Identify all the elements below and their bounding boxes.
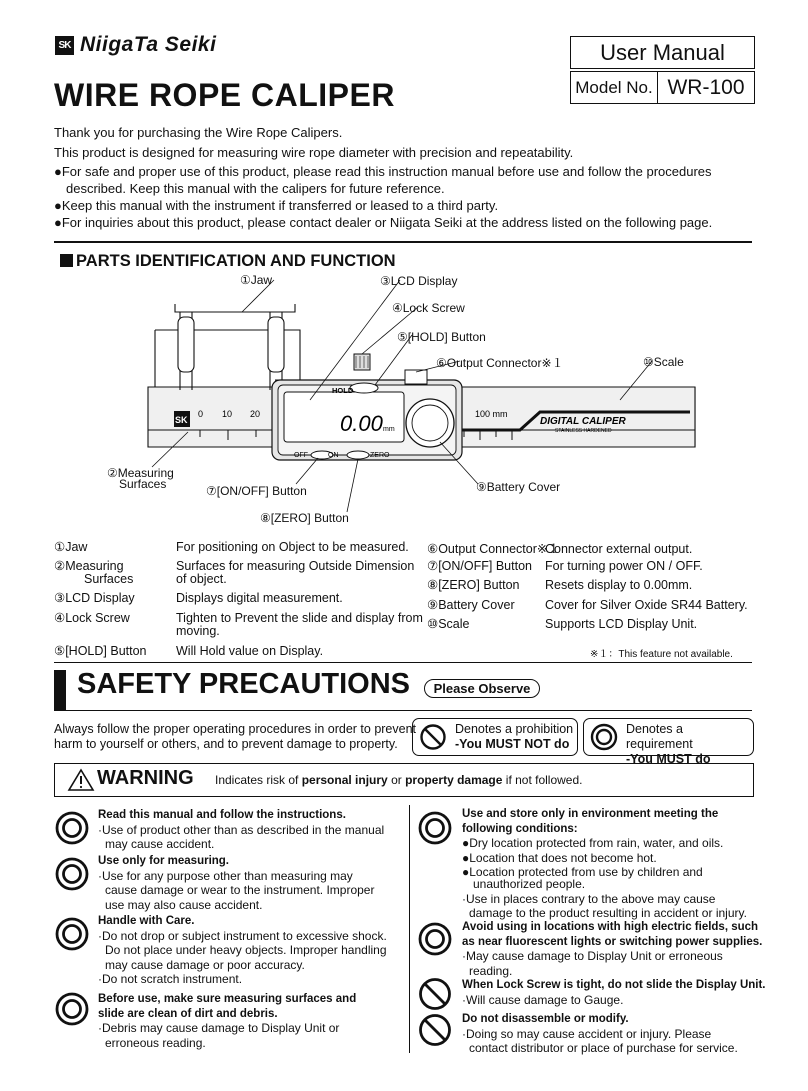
intro-line: Thank you for purchasing the Wire Rope Calipers. xyxy=(54,125,343,140)
parts-list-item: ⑩Scale Supports LCD Display Unit. xyxy=(427,617,698,631)
zero-label: ZERO xyxy=(370,452,390,459)
callout-jaw: ①Jaw xyxy=(240,273,273,287)
safety-item: Use only for measuring. ·Use for any purpose other than measuring may cause damage or wear to the instrument. Improper use may also cause accident. xyxy=(98,855,375,912)
safety-intro: harm to yourself or others, and to prevent damage to property. xyxy=(54,737,398,751)
prohibition-icon xyxy=(418,977,452,1011)
parts-list-item: ⑤[HOLD] Button Will Hold value on Display. xyxy=(54,644,324,658)
section-divider xyxy=(54,662,752,663)
safety-title: SAFETY PRECAUTIONS xyxy=(77,668,411,700)
requirement-icon xyxy=(55,992,89,1026)
parts-list-item: ③LCD Display Displays digital measurement. xyxy=(54,591,343,605)
user-manual-label: User Manual xyxy=(570,36,755,69)
warning-triangle-icon xyxy=(67,768,95,792)
requirement-icon xyxy=(55,811,89,845)
requirement-icon xyxy=(55,857,89,891)
callout-lcd: ③LCD Display xyxy=(380,274,458,288)
requirement-icon xyxy=(418,811,452,845)
parts-list-item: ①Jaw For positioning on Object to be measured. xyxy=(54,540,409,554)
off-label: OFF xyxy=(294,452,308,459)
prohibition-legend: Denotes a prohibition -You MUST NOT do xyxy=(412,718,578,756)
caliper-sub-text: STAINLESS HARDENED xyxy=(555,428,612,434)
prohibition-icon xyxy=(418,1013,452,1047)
safety-item: When Lock Screw is tight, do not slide the Display Unit. ·Will cause damage to Gauge. xyxy=(462,979,766,1007)
scale-tick-0: 0 xyxy=(198,409,204,419)
prohibition-icon xyxy=(419,723,447,751)
lcd-unit: mm xyxy=(383,426,395,433)
callout-battery-cover: ⑨Battery Cover xyxy=(476,480,561,494)
section-divider xyxy=(54,710,752,711)
safety-item: Handle with Care. ·Do not drop or subject instrument to excessive shock. Do not place under heavy objects. Improper handling may cause damage or poor accuracy. ·Do not scratch instrument. xyxy=(98,915,387,987)
caliper-brand-text: DIGITAL CALIPER xyxy=(540,416,626,427)
callout-output-connector: ⑥Output Connector※１ xyxy=(436,356,564,370)
safety-item: Avoid using in locations with high electric fields, such as near fluorescent lights or switching power supplies. ·May cause damage to Display Unit or erroneous reading. xyxy=(462,921,763,978)
scale-tick-20: 20 xyxy=(250,409,261,419)
intro-line: ●For safe and proper use of this product, please read this instruction manual before use and follow the procedures xyxy=(54,164,712,179)
page-title: WIRE ROPE CALIPER xyxy=(54,77,395,113)
parts-list-item: ②Measuring Surfaces for measuring Outside Dimension xyxy=(54,559,415,573)
brand-logo-icon: SK xyxy=(55,36,74,55)
section-divider xyxy=(54,241,752,243)
safety-item: Do not disassemble or modify. ·Doing so may cause accident or injury. Please contact distributor or place of purchase for service. xyxy=(462,1013,738,1056)
caliper-logo-text: SK xyxy=(175,415,188,425)
requirement-icon xyxy=(55,917,89,951)
safety-item: Before use, make sure measuring surfaces and slide are clean of dirt and debris. ·Debris may cause damage to Display Unit or erroneous reading. xyxy=(98,993,357,1050)
warning-title: WARNING xyxy=(97,767,194,789)
hold-label: HOLD xyxy=(332,386,354,395)
callout-measuring: ②Measuring xyxy=(107,466,174,480)
column-divider xyxy=(409,805,410,1053)
requirement-icon xyxy=(590,723,618,751)
callout-hold-button: ⑤[HOLD] Button xyxy=(397,330,486,344)
requirement-legend: Denotes a requirement -You MUST do xyxy=(583,718,754,756)
parts-list-item: moving. xyxy=(176,624,220,638)
callout-onoff-button: ⑦[ON/OFF] Button xyxy=(206,484,307,498)
parts-list-item: ⑥Output Connector※１Connector external output. xyxy=(427,542,693,556)
scale-tick-100: 100 mm xyxy=(475,409,508,419)
callout-surfaces: Surfaces xyxy=(119,477,167,491)
callout-zero-button: ⑧[ZERO] Button xyxy=(260,511,349,525)
model-value: WR-100 xyxy=(667,75,745,99)
safety-accent-bar xyxy=(54,670,66,710)
warning-description: Indicates risk of personal injury or property damage if not followed. xyxy=(215,773,583,787)
parts-list-item: ⑦[ON/OFF] Button For turning power ON / OFF. xyxy=(427,559,703,573)
safety-item: Read this manual and follow the instructions. ·Use of product other than as described in the manual may cause accident. xyxy=(98,809,385,852)
parts-list-item: ⑨Battery Cover Cover for Silver Oxide SR44 Battery. xyxy=(427,598,748,612)
parts-list-item: ⑧[ZERO] Button Resets display to 0.00mm. xyxy=(427,578,693,592)
parts-section-title: PARTS IDENTIFICATION AND FUNCTION xyxy=(60,252,396,271)
safety-intro: Always follow the proper operating procedures in order to prevent xyxy=(54,722,417,736)
parts-list-item: ④Lock Screw Tighten to Prevent the slide and display from xyxy=(54,611,423,625)
intro-line: described. Keep this manual with the calipers for future reference. xyxy=(66,181,445,196)
intro-line: ●For inquiries about this product, please contact dealer or Niigata Seiki at the address listed on the following page. xyxy=(54,215,713,230)
model-number-box xyxy=(570,71,755,104)
brand-name: NiigaTa Seiki xyxy=(80,33,217,56)
scale-tick-10: 10 xyxy=(222,409,233,419)
parts-list-item: Surfaces of object. xyxy=(84,572,227,586)
intro-line: ●Keep this manual with the instrument if transferred or leased to a third party. xyxy=(54,198,499,213)
lcd-reading: 0.00 xyxy=(340,411,383,436)
model-label: Model No. xyxy=(571,72,658,103)
please-observe-badge: Please Observe xyxy=(424,679,540,698)
callout-lock-screw: ④Lock Screw xyxy=(392,301,465,315)
safety-item: Use and store only in environment meeting the following conditions: ●Dry location protected from rain, water, and oils. ●Location that does not become hot. ●Location protected from use by children and unauthorized people. ·Use in places contrary to the above may cause damage to the product resulting in accident or injury. xyxy=(462,808,747,921)
footnote: ※１：This feature not available. xyxy=(590,649,733,660)
on-label: ON xyxy=(328,452,339,459)
intro-line: This product is designed for measuring wire rope diameter with precision and repeatability. xyxy=(54,145,574,160)
requirement-icon xyxy=(418,922,452,956)
callout-scale: ⑩Scale xyxy=(643,355,684,369)
